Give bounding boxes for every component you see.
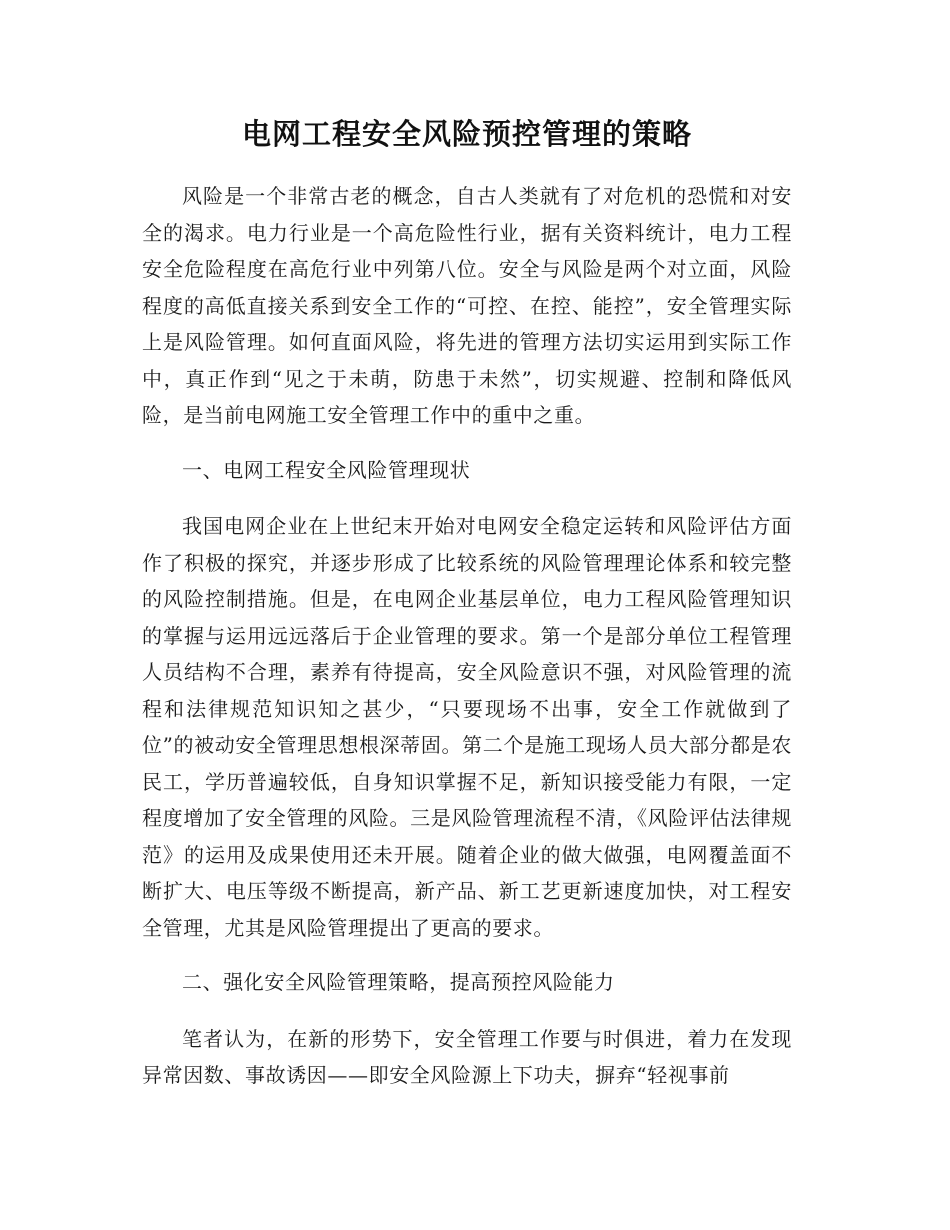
section-2-paragraph: 笔者认为，在新的形势下，安全管理工作要与时俱进，着力在发现异常因数、事故诱因——即安全风险源上下功夫，摒弃“轻视事前	[142, 1026, 792, 1087]
intro-paragraph: 风险是一个非常古老的概念，自古人类就有了对危机的恐慌和对安全的渴求。电力行业是一个高危险性行业，据有关资料统计，电力工程安全危险程度在高危行业中列第八位。安全与风险是两个对立面，风险程度的高低直接关系到安全工作的“可控、在控、能控”，安全管理实际上是风险管理。如何直面风险，将先进的管理方法切实运用到实际工作中，真正作到“见之于未萌，防患于未然”，切实规避、控制和降低风险，是当前电网施工安全管理工作中的重中之重。	[142, 184, 792, 427]
section-heading-1: 一、电网工程安全风险管理现状	[182, 457, 471, 482]
section-heading-2: 二、强化安全风险管理策略，提高预控风险能力	[182, 970, 615, 994]
document-title: 电网工程安全风险预控管理的策略	[241, 117, 692, 151]
section-1-paragraph: 我国电网企业在上世纪末开始对电网安全稳定运转和风险评估方面作了积极的探究，并逐步形成了比较系统的风险管理理论体系和较完整的风险控制措施。但是，在电网企业基层单位，电力工程风险管理知识的掌握与运用远远落后于企业管理的要求。第一个是部分单位工程管理人员结构不合理，素养有待提高，安全风险意识不强，对风险管理的流程和法律规范知识知之甚少，“只要现场不出事，安全工作就做到了位”的被动安全管理思想根深蒂固。第二个是施工现场人员大部分都是农民工，学历普遍较低，自身知识掌握不足，新知识接受能力有限，一定程度增加了安全管理的风险。三是风险管理流程不清，《风险评估法律规范》的运用及成果使用还未开展。随着企业的做大做强，电网覆盖面不断扩大、电压等级不断提高，新产品、新工艺更新速度加快，对工程安全管理，尤其是风险管理提出了更高的要求。	[142, 514, 792, 940]
